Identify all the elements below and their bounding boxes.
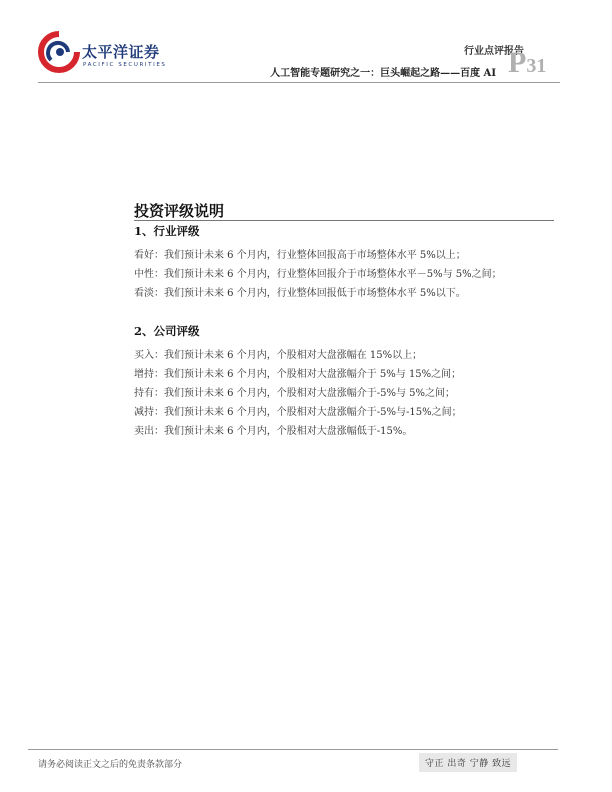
report-title: 人工智能专题研究之一：巨头崛起之路——百度 AI [270, 68, 496, 79]
logo-emblem-icon [38, 30, 80, 76]
company-logo [38, 30, 168, 78]
section-title: 投资评级说明 [134, 202, 225, 220]
page-number-value: 31 [526, 55, 547, 77]
page-prefix: P [508, 46, 527, 79]
header-divider [38, 82, 560, 83]
logo-name-cn: 太平洋证券 [82, 43, 160, 61]
footer-motto: 守正 出奇 宁静 致远 [419, 753, 517, 772]
company-rating-heading: 2、公司评级 [134, 324, 200, 338]
industry-rating-heading: 1、行业评级 [134, 224, 200, 238]
footer-divider [28, 749, 558, 750]
industry-rating-item: 看淡：我们预计未来 6 个月内，行业整体回报低于市场整体水平 5%以下。 [134, 288, 466, 299]
section-divider [134, 220, 554, 221]
company-rating-item: 减持：我们预计未来 6 个月内，个股相对大盘涨幅介于-5%与-15%之间； [134, 407, 462, 418]
company-rating-item: 卖出：我们预计未来 6 个月内，个股相对大盘涨幅低于-15%。 [134, 426, 413, 437]
company-rating-item: 增持：我们预计未来 6 个月内，个股相对大盘涨幅介于 5%与 15%之间； [134, 369, 462, 380]
page-number [508, 48, 546, 78]
company-rating-item: 持有：我们预计未来 6 个月内，个股相对大盘涨幅介于-5%与 5%之间； [134, 388, 456, 399]
industry-rating-item: 中性：我们预计未来 6 个月内，行业整体回报介于市场整体水平－5%与 5%之间； [134, 269, 502, 280]
company-rating-item: 买入：我们预计未来 6 个月内，个股相对大盘涨幅在 15%以上； [134, 350, 423, 361]
footer-disclaimer-note: 请务必阅读正文之后的免责条款部分 [38, 760, 183, 770]
report-type: 行业点评报告 [464, 46, 524, 57]
logo-name-en: PACIFIC SECURITIES [83, 62, 167, 68]
industry-rating-item: 看好：我们预计未来 6 个月内，行业整体回报高于市场整体水平 5%以上； [134, 250, 466, 261]
